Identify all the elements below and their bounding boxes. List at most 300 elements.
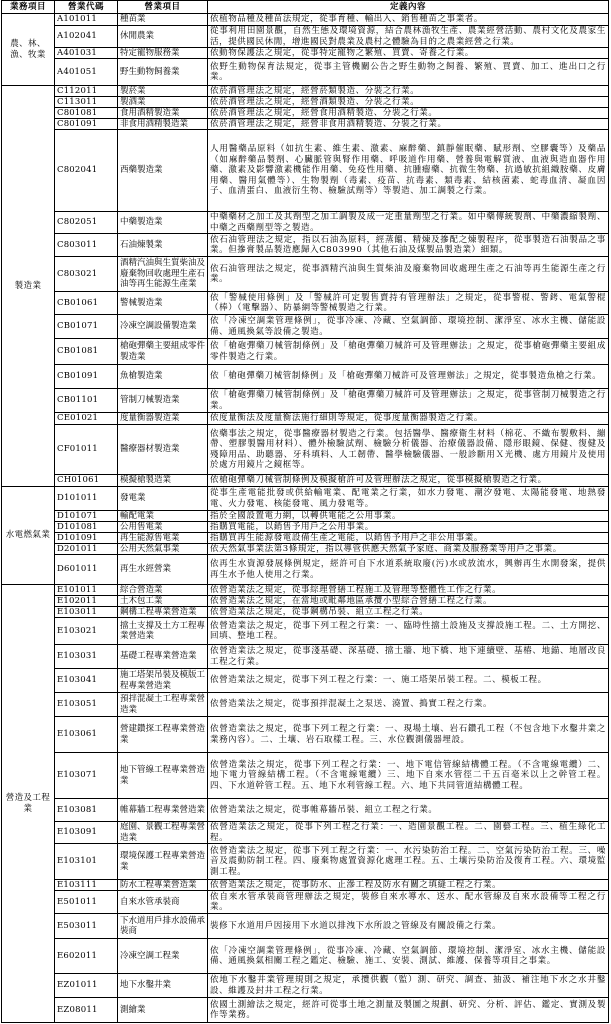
table-row: [2, 645, 609, 669]
cell-content: [57, 717, 115, 752]
definition-cell: [208, 26, 609, 48]
header-item-label: 營業項目: [144, 1, 181, 12]
definition-cell: [208, 86, 609, 97]
code-cell: [55, 998, 118, 1023]
cell-content: [210, 914, 606, 938]
cell-content: [210, 257, 606, 291]
table-row: [2, 234, 609, 257]
definition-text: 依自來水管承裝商管理辦法之規定，裝修自來水導水、送水、配水管線及自來水設備等工程之行業。: [210, 891, 606, 912]
cell-content: [120, 555, 205, 584]
definition-text: 依植物品種及種苗法規定，從事育種、輸出入、銷售種苗之事業者。: [210, 14, 484, 25]
cell-content: [57, 693, 115, 716]
definition-text: 指於全國設置電力網，以轉供電能之公用事業。: [210, 511, 402, 521]
code-cell: [55, 234, 118, 257]
code-text: E103071: [57, 770, 98, 781]
cell-content: [210, 487, 606, 510]
cell-content: [120, 365, 205, 388]
code-text: E602011: [57, 950, 98, 961]
code-cell: [55, 475, 118, 487]
code-text: C802051: [57, 217, 98, 228]
cell-content: [57, 292, 115, 314]
definition-text: 依野生動物保育法規定，從事主管機關公告之野生動物之飼養、繁殖、買賣、加工、進出口之行業。: [210, 61, 606, 82]
item-text: 輸配電業: [120, 511, 155, 521]
cell-content: [120, 59, 205, 85]
definition-cell: [208, 108, 609, 119]
code-cell: [55, 717, 118, 753]
header-code-label: 營業代碼: [67, 1, 104, 12]
item-cell: [118, 533, 208, 544]
definition-text: 依營造業法之規定，從事下列工程之行業：一、水污染防治工程。二、空氣污染防治工程。三、噪音及震動防制工程。四、廢棄物處置資源化處理工程。五、土壤污染防治及復育工程。六、環境監測工程。: [210, 845, 606, 877]
item-cell: [118, 130, 208, 212]
cell-content: [120, 475, 205, 486]
code-text: CH01061: [57, 475, 100, 486]
cell-content: [120, 880, 205, 890]
definition-cell: [208, 544, 609, 555]
cell-content: [57, 974, 115, 997]
table-row: [2, 365, 609, 389]
header-definition: [208, 1, 609, 14]
definition-cell: [208, 234, 609, 257]
header-cell-content: [4, 1, 52, 13]
item-cell: [118, 339, 208, 365]
code-text: D101081: [57, 522, 98, 532]
item-text: 冷凍空調工程業: [120, 950, 180, 961]
definition-text: 依國土測繪法之規定，經許可從事土地之測量及製圖之規劃、研究、分析、評估、鑑定、實測及製作等業務。: [210, 999, 606, 1020]
cell-content: [57, 487, 115, 510]
code-text: A401031: [57, 48, 97, 58]
cell-content: [120, 533, 205, 543]
code-text: E103051: [57, 699, 98, 710]
definition-cell: [208, 257, 609, 292]
definition-text: 依營造業法之規定，從事下列工程之行業：一、地下電信管線結構體工程。（不含電線電纜）二、地下電力管線結構工程。（不含電線電纜）三、地下自來水管徑二千五百毫米以上之幹管工程。四、下水道幹管工程。五、地下水利管線工程。六、地下共同管道結構體工程。: [210, 759, 606, 791]
cell-content: [210, 693, 606, 716]
definition-text: 依「槍砲彈藥刀械管制條例」及「槍砲彈藥刀械許可及管理辦法」之規定，從事槍砲彈藥主要組成零件製造之行業。: [210, 341, 606, 362]
cell-content: [120, 234, 205, 256]
item-cell: [118, 59, 208, 86]
item-cell: [118, 413, 208, 425]
item-cell: [118, 48, 208, 59]
code-cell: [55, 108, 118, 119]
code-text: E501011: [57, 896, 98, 907]
code-text: C112011: [57, 86, 98, 96]
item-text: 魚槍製造業: [120, 371, 163, 382]
definition-text: 依「冷凍空調業管理條例」，從事冷凍、冷藏、空氣調節、環境控制、潔淨室、冰水主機、儲能設備、通風換氣相關工程之鑑定、檢驗、施工、安裝、測試、維護、保養等項目之事業。: [210, 945, 606, 966]
item-text: 發電業: [120, 493, 146, 504]
item-text: 施工塔架吊裝及模版工程專業營造業: [120, 670, 205, 691]
cell-content: [57, 607, 115, 617]
definition-text: 指購買再生能源發電設備生產之電能，以銷售予用戶之非公用事業。: [210, 533, 484, 543]
definition-text: 指購買電能，以銷售予用戶之公用事業。: [210, 522, 374, 532]
table-row: [2, 511, 609, 522]
item-text: 酒精汽油與生質柴油及廢棄物回收處理生產石油等再生能源生產業: [120, 258, 205, 290]
definition-cell: [208, 799, 609, 822]
definition-cell: [208, 822, 609, 844]
cell-content: [210, 822, 606, 843]
code-cell: [55, 86, 118, 97]
definition-text: 依「槍砲彈藥刀械管制條例」及「槍砲彈藥刀械許可及管理辦法」之規定，從事製造魚槍之行業。: [210, 371, 602, 382]
cell-content: [120, 413, 205, 424]
definition-text: 依菸酒管理法之規定，經營菸類製造、分裝之行業。: [210, 86, 420, 96]
cell-content: [210, 596, 606, 606]
definition-cell: [208, 618, 609, 645]
header-cell-content: [210, 1, 606, 13]
code-text: E503011: [57, 920, 98, 931]
cell-content: [57, 533, 115, 543]
item-text: 測繪業: [120, 1004, 146, 1015]
item-text: 槍砲彈藥主要組成零件製造業: [120, 341, 205, 362]
table-row: [2, 544, 609, 555]
code-text: CB01101: [57, 395, 99, 406]
cell-content: [210, 939, 606, 973]
cell-content: [120, 86, 205, 96]
code-cell: [55, 974, 118, 998]
definition-cell: [208, 389, 609, 413]
code-text: EZ08011: [57, 1004, 98, 1015]
table-row: [2, 108, 609, 119]
cell-content: [57, 97, 115, 107]
item-cell: [118, 693, 208, 717]
definition-text: 依營造業法之規定，從事淺基礎、深基礎、擋土牆、地下橋、地下連續壁、基樁、地錨、地層改良工程之行業。: [210, 646, 606, 667]
item-cell: [118, 585, 208, 596]
cell-content: [210, 880, 606, 890]
definition-text: 裝修下水道用戶因接用下水道以排洩下水所設之管線及有關設備之行業。: [210, 920, 502, 931]
definition-text: 依天然氣事業法第3條規定，指以導管供應天然氣予家庭、商業及服務業等用戶之事業。: [210, 544, 562, 554]
definition-cell: [208, 119, 609, 130]
cell-content: [57, 339, 115, 364]
code-text: C802041: [57, 165, 98, 176]
table-row: [2, 998, 609, 1023]
cell-content: [120, 618, 205, 644]
code-cell: [55, 14, 118, 26]
item-text: 野生動物飼養業: [120, 66, 180, 77]
cell-content: [57, 914, 115, 938]
code-cell: [55, 645, 118, 669]
table-row: [2, 26, 609, 48]
cell-content: [57, 86, 115, 96]
cell-content: [57, 108, 115, 118]
definition-text: 從事利用田園景觀，自然生態及環境資源，結合農林漁牧生產、農業經營活動、農村文化及農家生活，提供國民休閒，增進國民對農業及農村之體驗為目的之農業經營之行業。: [210, 26, 606, 47]
item-cell: [118, 511, 208, 522]
code-text: E103011: [57, 607, 98, 617]
cell-content: [57, 511, 115, 521]
definition-cell: [208, 939, 609, 974]
cell-content: [57, 14, 115, 25]
definition-text: 依槍砲彈藥刀械管制條例及模擬槍許可及管理辦法之規定，從事模擬槍製造之行業。: [210, 475, 547, 486]
table-header: [2, 1, 609, 14]
item-cell: [118, 544, 208, 555]
cell-content: [120, 315, 205, 338]
definition-cell: [208, 998, 609, 1023]
cell-content: [120, 339, 205, 364]
cell-content: [210, 645, 606, 668]
item-cell: [118, 119, 208, 130]
item-text: 模擬槍製造業: [120, 475, 172, 486]
definition-text: 從事生產電能批發或供給輸電業、配電業之行業，如水力發電、潮汐發電、太陽能發電、地熱發電、火力發電、核能發電、風力發電等。: [210, 488, 606, 509]
table-row: [2, 487, 609, 511]
definition-text: 中藥藥材之加工及其劑型之加工調製及成一定重量劑型之行業。如中藥傳統製劑、中藥濃縮製劑、中藥之西藥劑型等之製造。: [210, 212, 606, 233]
definition-text: 依動物保護法之規定，從事特定寵物之繁殖、買賣、寄養之行業。: [210, 48, 474, 58]
definition-cell: [208, 292, 609, 315]
item-cell: [118, 822, 208, 844]
cell-content: [57, 26, 115, 47]
table-row: [2, 891, 609, 914]
definition-cell: [208, 880, 609, 891]
table-row: [2, 425, 609, 475]
cell-content: [210, 669, 606, 692]
code-text: D101071: [57, 511, 98, 521]
table-row: [2, 799, 609, 822]
code-text: D101011: [57, 493, 98, 504]
code-cell: [55, 292, 118, 315]
code-cell: [55, 939, 118, 974]
cell-content: [210, 315, 606, 338]
cell-content: [57, 522, 115, 532]
definition-cell: [208, 97, 609, 108]
cell-content: [57, 585, 115, 595]
code-cell: [55, 97, 118, 108]
item-cell: [118, 86, 208, 97]
code-cell: [55, 585, 118, 596]
cell-content: [210, 998, 606, 1022]
cell-content: [57, 939, 115, 973]
definition-cell: [208, 974, 609, 998]
cell-content: [210, 119, 606, 129]
cell-content: [210, 14, 606, 25]
item-text: 帷幕牆工程專業營造業: [120, 804, 205, 815]
table-row: [2, 607, 609, 618]
item-text: 預拌混凝土工程專業營造業: [120, 694, 205, 715]
item-cell: [118, 26, 208, 48]
table-row: [2, 212, 609, 234]
cell-content: [120, 48, 205, 58]
cell-content: [210, 618, 606, 644]
item-text: 庭園、景觀工程專業營造業: [120, 822, 205, 843]
item-text: 管制刀械製造業: [120, 395, 180, 406]
cell-content: [210, 97, 606, 107]
cell-content: [57, 799, 115, 821]
cell-content: [210, 234, 606, 256]
definition-cell: [208, 365, 609, 389]
item-cell: [118, 475, 208, 487]
item-text: 擋土支撐及土方工程專業營造業: [120, 620, 205, 641]
cell-content: [210, 544, 606, 554]
item-text: 公用售電業: [120, 522, 163, 532]
cell-content: [57, 998, 115, 1022]
header-category: [2, 1, 55, 14]
item-text: 地下管線工程專業營造業: [120, 765, 205, 786]
cell-content: [57, 880, 115, 890]
cell-content: [57, 425, 115, 474]
item-cell: [118, 522, 208, 533]
definition-cell: [208, 585, 609, 596]
code-cell: [55, 914, 118, 939]
cell-content: [120, 607, 205, 617]
code-cell: [55, 753, 118, 799]
item-text: 下水道用戶排水設備承裝商: [120, 915, 205, 936]
definition-text: 依營造業法之規定，從事下列工程之行業：一、造園景觀工程。二、園藝工程。三、植生綠化工程。: [210, 822, 606, 843]
definition-text: 依石油管理法之規定，從事酒精汽油與生質柴油及廢棄物回收處理生產之石油等再生能源生產之行業。: [210, 263, 606, 284]
cell-content: [57, 130, 115, 211]
code-text: EZ01011: [57, 980, 98, 991]
code-cell: [55, 487, 118, 511]
table-row: [2, 822, 609, 844]
definition-text: 依營造業法之規定，從事下列工程之行業：一、施工塔架吊裝工程。二、模板工程。: [210, 675, 547, 686]
item-cell: [118, 14, 208, 26]
cell-content: [57, 212, 115, 233]
item-text: 鋼構工程專業營造業: [120, 607, 197, 617]
cell-content: [120, 799, 205, 821]
definition-text: 依營造業法之規定，從事下列工程之行業：一、臨時性擋土設施及支撐設施工程。二、土方開挖、回填、整地工程。: [210, 620, 606, 641]
cell-content: [120, 425, 205, 474]
cell-content: [120, 14, 205, 25]
item-text: 種苗業: [120, 14, 146, 25]
cell-content: [210, 108, 606, 118]
business-items-table: [1, 0, 609, 1023]
item-cell: [118, 939, 208, 974]
category-cell: [2, 86, 55, 487]
definition-cell: [208, 487, 609, 511]
code-text: C803011: [57, 239, 98, 250]
cell-content: [210, 522, 606, 532]
item-text: 中藥製造業: [120, 217, 163, 228]
code-text: CB01091: [57, 371, 99, 382]
definition-text: 依營造業法之規定，從事綜理營繕工程施工及管理等整體性工作之行業。: [210, 585, 502, 595]
cell-content: [210, 86, 606, 96]
code-cell: [55, 119, 118, 130]
item-text: 冷凍空調設備製造業: [120, 321, 197, 332]
cell-content: [57, 891, 115, 913]
cell-content: [120, 108, 205, 118]
item-text: 食用酒精製造業: [120, 108, 180, 118]
definition-cell: [208, 48, 609, 59]
definition-text: 依「槍砲彈藥刀械管制條例」及「槍砲彈藥刀械許可及管理辦法」之規定，從事管制刀械製造之行業。: [210, 390, 606, 411]
cell-content: [210, 413, 606, 424]
cell-content: [57, 669, 115, 692]
header-row: [2, 1, 609, 14]
item-text: 石油煉製業: [120, 239, 163, 250]
definition-cell: [208, 14, 609, 26]
definition-text: 依營造業法之規定，從事預拌混凝土之泵送、澆置、搗實工程之行業。: [210, 699, 493, 710]
cell-content: [120, 645, 205, 668]
cell-content: [57, 596, 115, 606]
code-cell: [55, 389, 118, 413]
definition-cell: [208, 315, 609, 339]
code-text: CF01011: [57, 444, 98, 455]
code-text: E101011: [57, 585, 98, 595]
table-row: [2, 475, 609, 487]
category-cell: [2, 585, 55, 1023]
cell-content: [210, 585, 606, 595]
item-cell: [118, 880, 208, 891]
definition-cell: [208, 645, 609, 669]
table-row: [2, 522, 609, 533]
definition-cell: [208, 844, 609, 880]
cell-content: [120, 130, 205, 211]
table-row: [2, 939, 609, 974]
code-cell: [55, 365, 118, 389]
table-row: [2, 315, 609, 339]
code-cell: [55, 26, 118, 48]
cell-content: [57, 315, 115, 338]
table-body: [2, 14, 609, 1023]
header-cell-content: [120, 1, 205, 13]
category-label: 水電燃氣業: [5, 530, 51, 541]
cell-content: [57, 844, 115, 879]
category-label: 營造及工程業: [5, 793, 51, 814]
item-cell: [118, 974, 208, 998]
code-text: E103061: [57, 729, 98, 740]
code-text: E103091: [57, 827, 98, 838]
code-cell: [55, 522, 118, 533]
code-cell: [55, 880, 118, 891]
table-row: [2, 618, 609, 645]
cell-content: [120, 974, 205, 997]
cell-content: [210, 212, 606, 233]
item-text: 警械製造業: [120, 297, 163, 308]
definition-text: 依菸酒管理法之規定，經營非食用酒精製造、分裝之行業。: [210, 119, 447, 129]
code-text: E103041: [57, 675, 98, 686]
definition-cell: [208, 475, 609, 487]
cell-content: [120, 26, 205, 47]
cell-content: [210, 365, 606, 388]
table-row: [2, 669, 609, 693]
item-cell: [118, 97, 208, 108]
item-cell: [118, 645, 208, 669]
definition-text: 依石油管理法之規定，指以石油為原料，經蒸餾、精煉及摻配之煉製程序，從事製造石油製品之事業。但摻膏製品製造應歸入C803990（其他石油及煤製品製造業）細類。: [210, 234, 606, 255]
code-text: A102041: [57, 31, 97, 42]
definition-text: 依度量衡法及度量衡法施行細則等規定，從事度量衡器製造之行業。: [210, 413, 484, 424]
cell-content: [210, 511, 606, 521]
definition-cell: [208, 130, 609, 212]
cell-content: [210, 475, 606, 486]
cell-content: [57, 645, 115, 668]
item-text: 製菸業: [120, 86, 146, 96]
item-cell: [118, 596, 208, 607]
table-row: [2, 97, 609, 108]
cell-content: [210, 339, 606, 364]
code-cell: [55, 596, 118, 607]
table-row: [2, 596, 609, 607]
definition-text: 依營造業法之規定，在當地或毗鄰地區承攬小型綜合營繕工程之行業。: [210, 596, 493, 606]
item-cell: [118, 891, 208, 914]
cell-content: [210, 555, 606, 584]
code-cell: [55, 607, 118, 618]
item-text: 製酒業: [120, 97, 146, 107]
table-row: [2, 14, 609, 26]
cell-content: [210, 59, 606, 85]
item-cell: [118, 389, 208, 413]
code-text: E103101: [57, 856, 98, 867]
cell-content: [57, 389, 115, 412]
item-cell: [118, 315, 208, 339]
item-text: 休閒農業: [120, 31, 155, 42]
definition-cell: [208, 413, 609, 425]
table-row: [2, 533, 609, 544]
item-text: 土木包工業: [120, 596, 163, 606]
table-row: [2, 717, 609, 753]
cell-content: [57, 365, 115, 388]
item-text: 再生水經營業: [120, 564, 172, 575]
cell-content: [120, 822, 205, 843]
table-row: [2, 130, 609, 212]
cell-content: [120, 257, 205, 291]
cell-content: [57, 544, 115, 554]
cell-content: [120, 585, 205, 595]
cell-content: [210, 607, 606, 617]
cell-content: [120, 844, 205, 879]
item-text: 營建鑽探工程專業營造業: [120, 724, 205, 745]
code-cell: [55, 48, 118, 59]
